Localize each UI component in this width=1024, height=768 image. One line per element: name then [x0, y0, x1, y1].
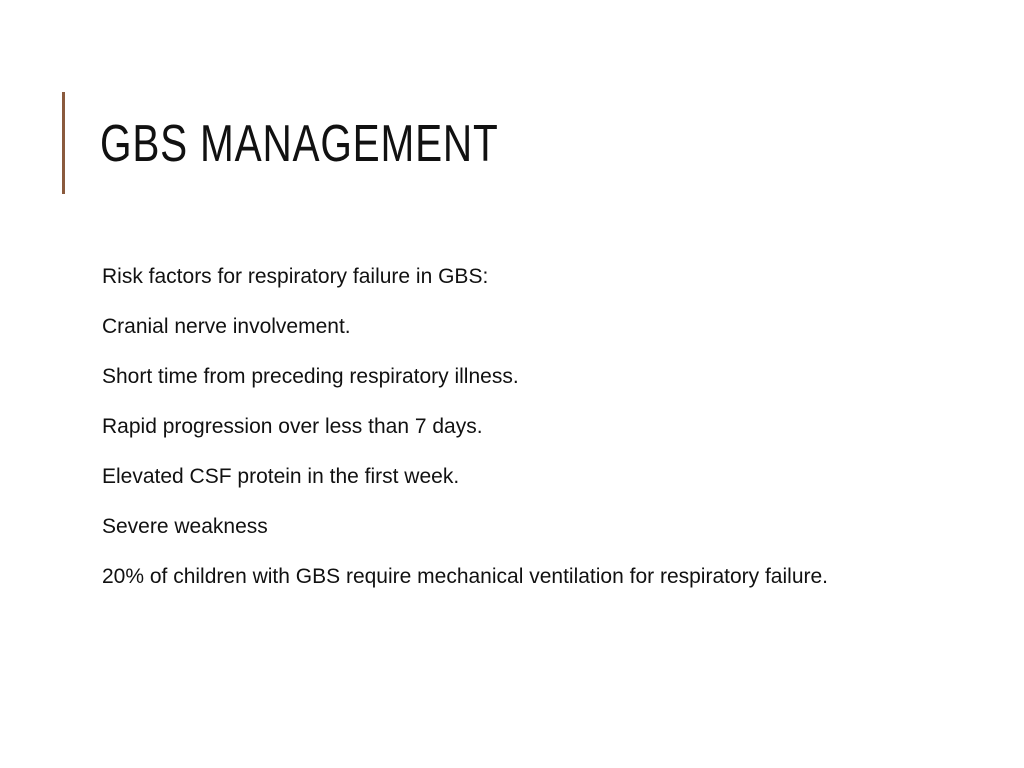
slide-content: [102, 262, 862, 592]
bullet-cranial-nerve: Cranial nerve involvement.: [102, 315, 351, 338]
bullet-severe-weakness: Severe weakness: [102, 515, 268, 538]
bullet-short-time: Short time from preceding respiratory illness.: [102, 365, 519, 388]
bullet-elevated-csf: Elevated CSF protein in the first week.: [102, 465, 460, 488]
title-accent-bar: [62, 92, 65, 194]
bullet-rapid-progression: Rapid progression over less than 7 days.: [102, 415, 483, 438]
slide-title: GBS MANAGEMENT: [100, 115, 499, 173]
bullet-ventilation-statistic: 20% of children with GBS require mechanical ventilation for respiratory failure.: [102, 565, 829, 588]
bullet-risk-factors: Risk factors for respiratory failure in GBS:: [102, 265, 489, 288]
